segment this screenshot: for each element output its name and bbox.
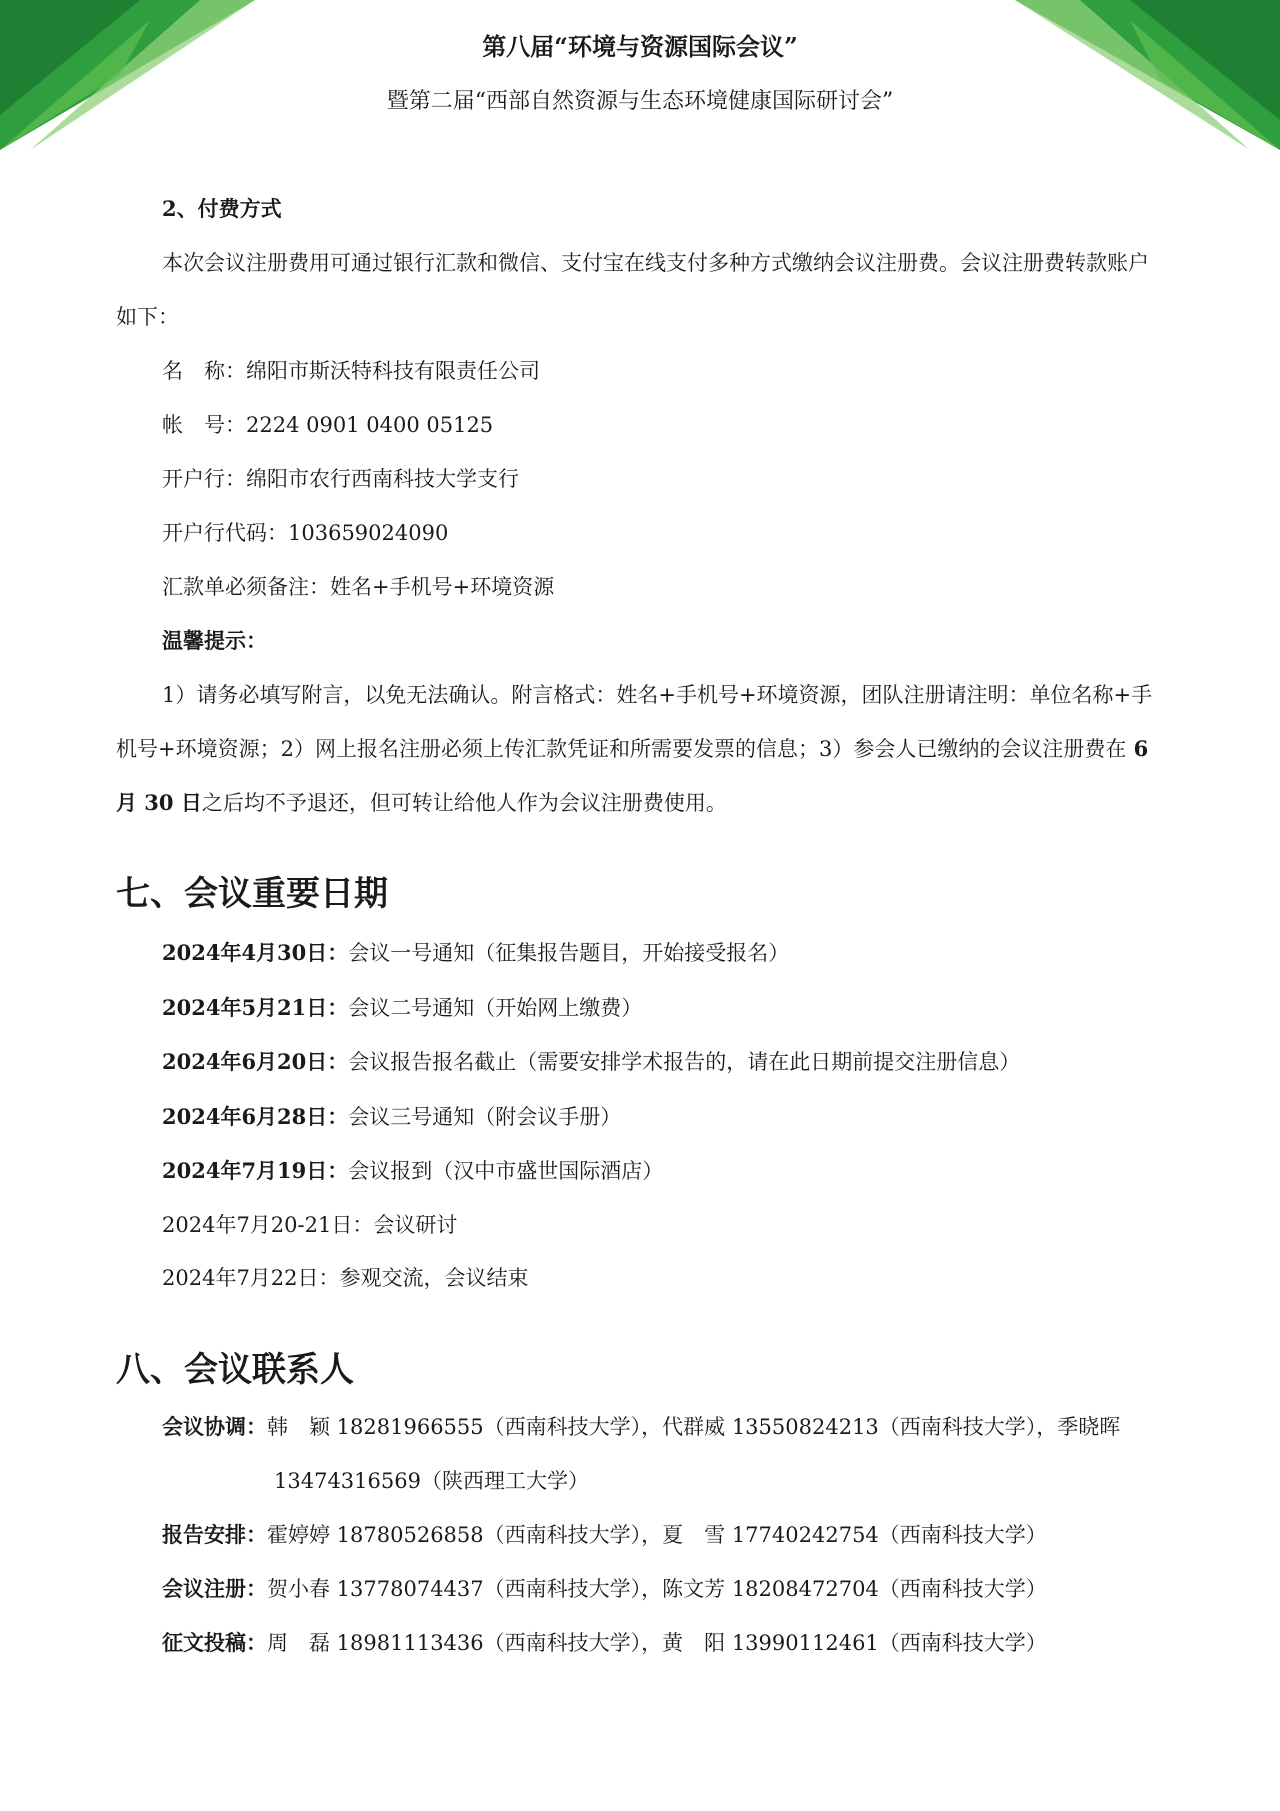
date-label: 2024年7月19日： [162, 1158, 349, 1183]
contact-detail: 霍婷婷 18780526858（西南科技大学），夏 雪 17740242754（西南科技大学） [267, 1522, 1047, 1547]
field-value: 绵阳市农行西南科技大学支行 [246, 467, 519, 491]
field-value: 103659024090 [288, 521, 449, 545]
section-heading-contacts: 八、会议联系人 [116, 1349, 354, 1390]
field-label: 名 称： [162, 359, 246, 383]
payment-intro: 本次会议注册费用可通过银行汇款和微信、支付宝在线支付多种方式缴纳会议注册费。会议注册费转款账户如下： [116, 251, 1149, 329]
contact-detail: 周 磊 18981113436（西南科技大学），黄 阳 13990112461（西南科技大学） [267, 1630, 1047, 1655]
field-value: 姓名+手机号+环境资源 [330, 575, 555, 599]
tips-heading: 温馨提示： [162, 628, 267, 653]
date-desc: 会议三号通知（附会议手册） [348, 1104, 622, 1129]
field-label: 汇款单必须备注： [162, 575, 330, 599]
tips-text [116, 668, 1168, 830]
dates-list [116, 926, 1168, 1306]
contacts-list [116, 1400, 1168, 1670]
date-label: 2024年7月22日： [162, 1266, 340, 1290]
date-label: 2024年6月20日： [162, 1049, 349, 1074]
date-item [116, 1199, 1168, 1253]
tips-part2: 之后均不予退还，但可转让给他人作为会议注册费使用。 [201, 791, 727, 815]
contact-item [116, 1508, 1168, 1562]
contact-item [116, 1400, 1168, 1454]
field-label: 开户行代码： [162, 521, 288, 545]
field-label: 开户行： [162, 467, 246, 491]
date-desc: 会议二号通知（开始网上缴费） [348, 995, 643, 1020]
green-corner-decoration-right [1010, 0, 1280, 160]
section-heading-dates: 七、会议重要日期 [116, 874, 388, 914]
contact-item [116, 1562, 1168, 1616]
tips-part1: 1）请务必填写附言，以免无法确认。附言格式：姓名+手机号+环境资源，团队注册请注明：单位名称+手机号+环境资源；2）网上报名注册必须上传汇款凭证和所需要发票的信息；3）参会人已缴纳的会议注册费在 [116, 683, 1153, 761]
date-item [116, 1090, 1168, 1145]
contact-detail: 贺小春 13778074437（西南科技大学），陈文芳 18208472704（西南科技大学） [267, 1576, 1047, 1601]
contact-detail: 韩 颖 18281966555（西南科技大学），代群威 13550824213（西南科技大学），季晓晖 [267, 1414, 1121, 1439]
date-label: 2024年6月28日： [162, 1103, 349, 1129]
date-label: 2024年4月30日： [162, 940, 349, 965]
payment-field-name [116, 344, 1168, 398]
date-item [116, 1252, 1168, 1306]
payment-field-bank [116, 452, 1168, 506]
contact-role: 征文投稿： [162, 1629, 267, 1655]
date-desc: 会议研讨 [373, 1212, 458, 1237]
field-value: 绵阳市斯沃特科技有限责任公司 [246, 359, 540, 383]
tips-refund-date: 6 月 30 日 [116, 736, 1149, 815]
payment-field-bank-code [116, 506, 1168, 560]
page-content [116, 182, 1168, 1670]
header-subtitle: 暨第二届“西部自然资源与生态环境健康国际研讨会” [386, 89, 894, 114]
date-item [116, 981, 1168, 1036]
green-corner-decoration-left [0, 0, 260, 160]
field-label: 帐 号： [162, 413, 246, 437]
contact-role: 报告安排： [162, 1521, 267, 1547]
date-item [116, 1035, 1168, 1090]
date-desc: 会议一号通知（征集报告题目，开始接受报名） [348, 941, 790, 965]
contact-role: 会议注册： [162, 1575, 267, 1601]
contact-item-continuation: 13474316569（陕西理工大学） [274, 1468, 589, 1493]
date-desc: 参观交流，会议结束 [339, 1266, 529, 1290]
payment-field-remark [116, 560, 1168, 614]
payment-field-account [116, 398, 1168, 452]
date-item [116, 1144, 1168, 1199]
header-title: 第八届“环境与资源国际会议” [482, 32, 798, 61]
date-label: 2024年7月20-21日： [162, 1212, 374, 1237]
date-label: 2024年5月21日： [162, 994, 349, 1020]
date-desc: 会议报告报名截止（需要安排学术报告的，请在此日期前提交注册信息） [348, 1050, 1021, 1074]
contact-role: 会议协调： [162, 1413, 267, 1439]
payment-heading: 2、付费方式 [162, 196, 282, 221]
date-item [116, 926, 1168, 981]
field-value: 2224 0901 0400 05125 [246, 413, 494, 437]
contact-item [116, 1616, 1168, 1670]
date-desc: 会议报到（汉中市盛世国际酒店） [348, 1159, 664, 1183]
